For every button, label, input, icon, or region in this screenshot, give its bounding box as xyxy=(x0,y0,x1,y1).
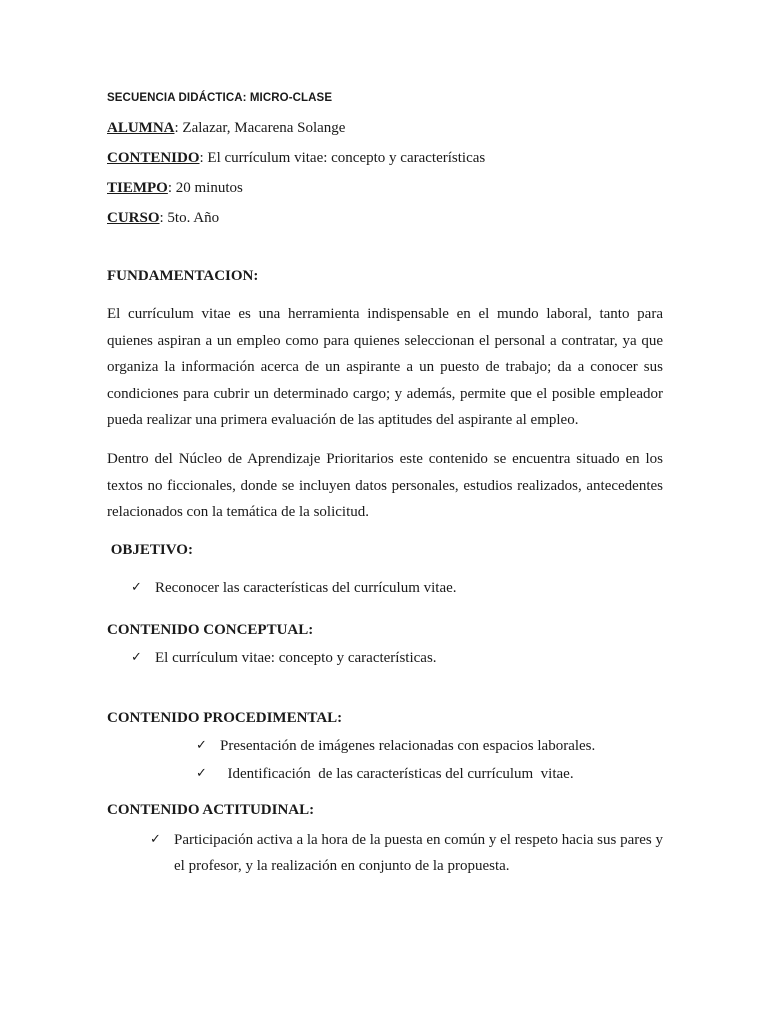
document-title: SECUENCIA DIDÁCTICA: MICRO-CLASE xyxy=(107,92,333,104)
field-key: TIEMPO xyxy=(107,180,168,196)
check-mark-icon: ✓ xyxy=(131,580,142,595)
heading-fundamentacion: FUNDAMENTACION: xyxy=(107,268,259,284)
check-mark-icon: ✓ xyxy=(150,832,161,847)
check-mark-icon: ✓ xyxy=(131,650,142,665)
check-mark-icon: ✓ xyxy=(196,738,207,753)
list-item xyxy=(131,645,437,671)
list-item xyxy=(196,733,595,759)
list-item-text: Participación activa a la hora de la puesta en común y el respeto hacia sus pares y el profesor, y la realización en conjunto de la propuesta. xyxy=(174,832,663,874)
list-item-text: Identificación de las características del currículum vitae. xyxy=(220,766,574,782)
list-item-text: El currículum vitae: concepto y características. xyxy=(155,650,437,666)
heading-objetivo: OBJETIVO: xyxy=(107,542,193,558)
check-mark-icon: ✓ xyxy=(196,766,207,781)
field-key: ALUMNA xyxy=(107,120,175,136)
field-key: CURSO xyxy=(107,210,160,226)
field-contenido xyxy=(107,150,485,167)
list-item xyxy=(150,827,663,879)
list-item-text: Presentación de imágenes relacionadas con espacios laborales. xyxy=(220,738,596,754)
field-value: : Zalazar, Macarena Solange xyxy=(174,120,346,136)
field-value: : 5to. Año xyxy=(159,210,220,226)
field-key: CONTENIDO xyxy=(107,150,200,166)
field-alumna xyxy=(107,120,345,137)
field-value: : 20 minutos xyxy=(167,180,243,196)
paragraph-fundamentacion-2: Dentro del Núcleo de Aprendizaje Prioritarios este contenido se encuentra situado en los textos no ficcionales, donde se incluyen datos personales, estudios realizados, antecedentes relacionados con la temática de la solicitud. xyxy=(107,451,663,520)
paragraph-fundamentacion-1: El currículum vitae es una herramienta indispensable en el mundo laboral, tanto para quienes aspiran a un empleo como para quienes seleccionan el personal a contratar, ya que organiza la información acerca de un aspirante a un puesto de trabajo; da a conocer sus condiciones para cubrir un determinado cargo; y además, permite que el posible empleador pueda realizar una primera evaluación de las aptitudes del aspirante al empleo. xyxy=(107,306,663,428)
list-item xyxy=(196,761,574,787)
heading-contenido-conceptual: CONTENIDO CONCEPTUAL: xyxy=(107,622,314,638)
field-value: : El currículum vitae: concepto y características xyxy=(199,150,486,166)
list-item-text: Reconocer las características del currículum vitae. xyxy=(155,580,457,596)
field-tiempo xyxy=(107,180,243,197)
field-curso xyxy=(107,210,219,227)
list-item xyxy=(131,575,457,601)
heading-contenido-procedimental: CONTENIDO PROCEDIMENTAL: xyxy=(107,710,343,726)
heading-contenido-actitudinal: CONTENIDO ACTITUDINAL: xyxy=(107,802,315,818)
